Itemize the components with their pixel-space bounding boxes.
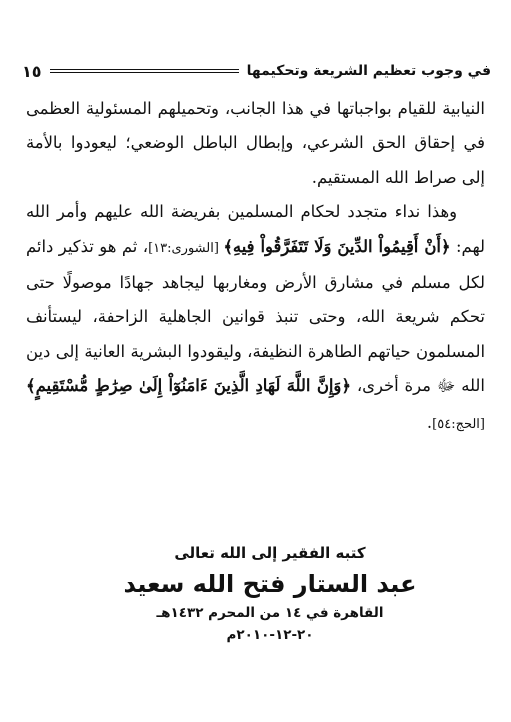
running-header	[22, 60, 491, 82]
paragraph-end: .	[426, 412, 433, 432]
paragraph-2-body: ، ثم هو تذكير دائم لكل مسلم في مشارق الأرض ومغاربها ليجاهد جهادًا موصولًا حتى تحكم شريعة الله، وحتى تنبذ قوانين الجاهلية الزاحفة، ليستأنف المسلمون حياتهم الطاهرة النظيفة، وليقودوا البشرية العانية إلى دين الله ﷻ مرة أخرى،	[26, 236, 485, 396]
paragraph-2	[26, 195, 485, 442]
author-name: عبد الستار فتح الله سعيد	[123, 570, 417, 598]
place-hijri-date: القاهرة في ١٤ من المحرم ١٤٣٢هـ	[156, 605, 384, 621]
paragraph-2-intro: وهذا نداء متجدد لحكام المسلمين بفريضة الله عليهم وأمر الله لهم:	[26, 202, 485, 256]
quran-verse-shura: ﴿أَنْ أَقِيمُواْ الدِّينَ وَلَا تَتَفَرَّقُواْ فِيهِ﴾	[223, 236, 451, 256]
verse-reference-shura: [الشورى:١٣]	[148, 240, 224, 256]
signature-intro: كتبه الفقير إلى الله تعالى	[174, 544, 366, 562]
verse-reference-hajj: [الحج:٥٤]	[432, 416, 485, 432]
signature-block	[110, 540, 430, 646]
header-title: في وجوب تعظيم الشريعة وتحكيمها	[246, 63, 491, 79]
body-text	[26, 92, 485, 442]
gregorian-date: ٢٠-١٢-٢٠١٠م	[226, 627, 314, 643]
quran-verse-hajj: ﴿وَإِنَّ اللَّهَ لَهَادِ الَّذِينَ ءَامَنُوٓاْ إِلَىٰ صِرَٰطٍ مُّسْتَقِيمٍ﴾	[26, 376, 351, 396]
page-number: ١٥	[22, 61, 42, 81]
header-rule	[50, 69, 239, 73]
paragraph-1: النيابية للقيام بواجباتها في هذا الجانب، وتحميلهم المسئولية العظمى في إحقاق الحق الشرعي، وإبطال الباطل الوضعي؛ ليعودوا بالأمة إلى صراط الله المستقيم.	[26, 99, 485, 187]
